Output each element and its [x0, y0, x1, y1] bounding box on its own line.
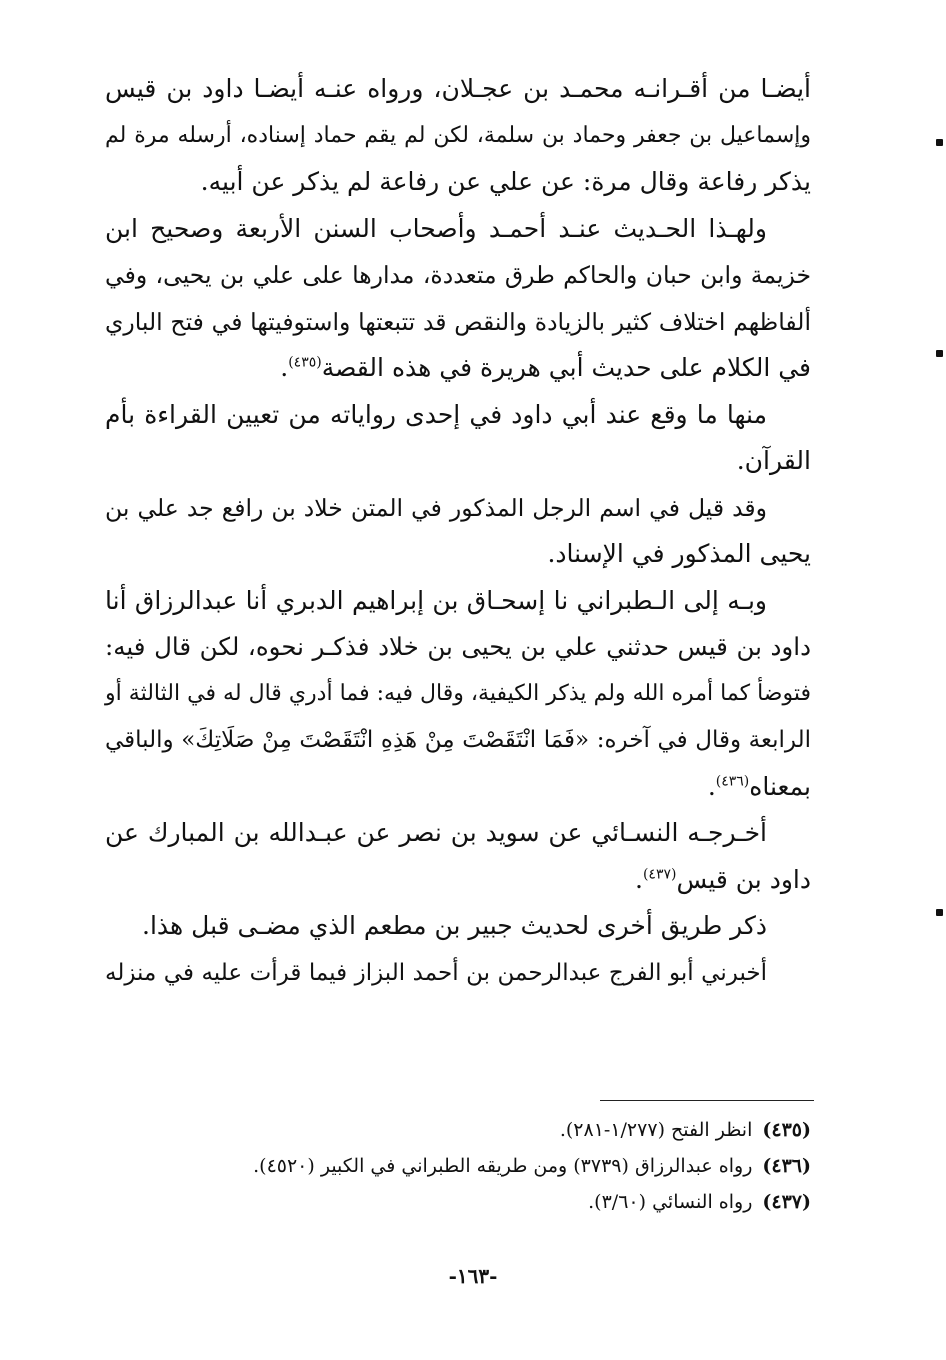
margin-mark	[936, 139, 943, 146]
footnote-number: (٤٣٧)	[762, 1191, 811, 1213]
text-run: .	[635, 864, 643, 894]
text-run: .	[707, 771, 716, 801]
text-run: داود بن قيس	[676, 864, 811, 894]
margin-mark	[936, 350, 943, 357]
text-line	[105, 857, 811, 904]
footnote-item	[105, 1112, 811, 1148]
text-line: وقد قيل في اسم الرجل المذكور في المتن خلاد بن رافع جد علي بن	[105, 493, 767, 522]
text-run: بمعناه	[749, 771, 811, 801]
text-line: الرابعة وقال في آخره: «فَمَا انْتَقَصْتَ مِنْ هَذِهِ انْتَقَصْتَ مِنْ صَلَاتِكَ» والباقي	[105, 727, 811, 753]
text-line: ذكر طريق أخرى لحديث جبير بن مطعم الذي مضـى قبل هذا.	[142, 911, 767, 940]
paragraph-7	[105, 903, 811, 950]
footnote-divider	[600, 1100, 814, 1101]
text-line: أخـرجـه النسـائي عن سويد بن نصر عن عبـدالله بن المبارك عن	[105, 818, 767, 847]
paragraph-6	[105, 810, 811, 903]
footnote-reference: (٤٣٥)	[288, 354, 322, 371]
text-line: يذكر رفاعة وقال مرة: عن علي عن رفاعة لم يذكر عن أبيه.	[200, 167, 811, 196]
footnote-reference: (٤٣٧)	[642, 866, 677, 883]
text-line: أخبرني أبو الفرج عبدالرحمن بن أحمد البزاز فيما قرأت عليه في منزله	[105, 959, 767, 986]
footnote-text: رواه النسائي (٣/٦٠).	[588, 1191, 753, 1213]
footnote-reference: (٤٣٦)	[715, 773, 750, 790]
text-line: فتوضأ كما أمره الله ولم يذكر الكيفية، وقال فيه: فما أدري قال له في الثالثة أو	[105, 680, 811, 706]
text-run: في الكلام على حديث أبي هريرة في هذه القصة	[321, 353, 811, 382]
paragraph-1	[105, 66, 811, 206]
main-text	[105, 66, 811, 996]
paragraph-8	[105, 950, 811, 997]
footnote-item	[105, 1184, 811, 1220]
paragraph-3	[105, 392, 811, 485]
text-line	[105, 764, 811, 811]
footnote-number: (٤٣٥)	[762, 1119, 811, 1141]
text-line: يحيى المذكور في الإسناد.	[547, 539, 811, 568]
text-line: القرآن.	[736, 446, 811, 475]
text-line: داود بن قيس حدثني علي بن يحيى بن خلاد فذكـر نحوه، لكن قال فيه:	[105, 632, 811, 661]
footnote-text: رواه عبدالرزاق (٣٧٣٩) ومن طريقه الطبراني في الكبير (٤٥٢٠).	[253, 1155, 753, 1177]
text-run: .	[280, 353, 289, 382]
paragraph-2	[105, 206, 811, 392]
text-line: وبـه إلى الـطبراني نا إسحـاق بن إبراهيم الدبري أنا عبدالرزاق أنا	[105, 585, 767, 615]
text-line: منها ما وقع عند أبي داود في إحدى رواياته من تعيين القراءة بأم	[105, 399, 767, 429]
footnote-number: (٤٣٦)	[762, 1155, 811, 1177]
text-line: خزيمة وابن حبان والحاكم طرق متعددة، مدارها على علي بن يحيى، وفي	[105, 261, 811, 289]
paragraph-5	[105, 578, 811, 811]
footnote-item	[105, 1148, 811, 1184]
page-number: -١٦٣-	[448, 1264, 498, 1288]
margin-mark	[936, 909, 943, 916]
footnotes	[105, 1112, 811, 1220]
text-line	[105, 345, 811, 392]
text-line: أيضـا من أقـرانـه محمـد بن عجـلان، ورواه عنـه أيضـا داود بن قيس	[105, 74, 811, 103]
footnote-text: انظر الفتح (١/٢٧٧-٢٨١).	[559, 1119, 753, 1141]
text-line: ألفاظهم اختلاف كثير بالزيادة والنقص قد تتبعتها واستوفيتها في فتح الباري	[105, 307, 811, 336]
text-line: ولهـذا الحـديث عنـد أحمـد وأصحاب السنن الأربعة وصحيح ابن	[105, 213, 767, 243]
text-line: وإسماعيل بن جعفر وحماد بن سلمة، لكن لم يقم حماد إسناده، أرسله مرة لم	[105, 122, 811, 148]
paragraph-4	[105, 485, 811, 578]
